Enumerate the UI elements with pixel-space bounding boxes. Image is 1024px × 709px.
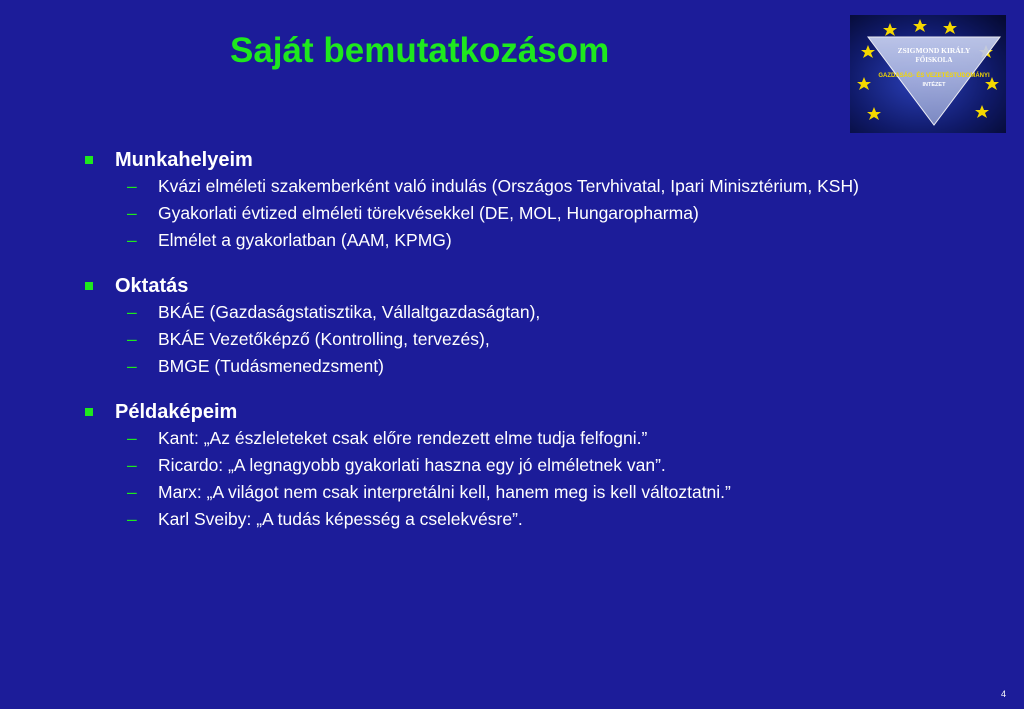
dash-bullet-icon: – — [127, 482, 137, 502]
dash-bullet-icon: – — [127, 230, 137, 250]
logo-text-line2: FŐISKOLA — [915, 56, 953, 64]
section-munkahelyeim — [84, 145, 964, 252]
list-item-text: Ricardo: „A legnagyobb gyakorlati haszna egy jó elméletnek van”. — [158, 455, 666, 475]
list-item — [127, 355, 964, 378]
slide-title: Saját bemutatkozásom — [230, 31, 610, 70]
list-item-text: Marx: „A világot nem csak interpretálni kell, hanem meg is kell változtatni.” — [158, 482, 731, 502]
list-item-text: BMGE (Tudásmenedzsment) — [158, 356, 384, 376]
logo-text-line3: GAZDASÁG- ÉS VEZETÉSTUDOMÁNYI — [878, 73, 990, 79]
list-item — [127, 301, 964, 324]
section-title: Példaképeim — [115, 400, 238, 423]
list-item-text: Elmélet a gyakorlatban (AAM, KPMG) — [158, 230, 452, 250]
square-bullet-icon — [85, 282, 93, 290]
slide-content — [84, 145, 964, 550]
logo-text-line1: ZSIGMOND KIRÁLY — [897, 46, 971, 55]
section-header — [84, 271, 964, 301]
logo-text-line4: INTÉZET — [922, 82, 946, 88]
section-title: Munkahelyeim — [115, 148, 253, 171]
list-item — [127, 328, 964, 351]
list-item — [127, 481, 964, 504]
dash-bullet-icon: – — [127, 455, 137, 475]
square-bullet-icon — [85, 408, 93, 416]
sub-list — [84, 301, 964, 378]
list-item-text: Kvázi elméleti szakemberként való indulás (Országos Tervhivatal, Ipari Minisztérium, KSH) — [158, 176, 859, 196]
list-item-text: BKÁE Vezetőképző (Kontrolling, tervezés), — [158, 329, 490, 349]
list-item-text: Kant: „Az észleleteket csak előre rendezett elme tudja felfogni.” — [158, 428, 648, 448]
list-item — [127, 427, 964, 450]
dash-bullet-icon: – — [127, 203, 137, 223]
section-peldakepeim — [84, 397, 964, 531]
page-number: 4 — [1000, 689, 1006, 699]
dash-bullet-icon: – — [127, 176, 137, 196]
section-header — [84, 145, 964, 175]
list-item — [127, 202, 964, 225]
list-item-text: Gyakorlati évtized elméleti törekvésekkel (DE, MOL, Hungaropharma) — [158, 203, 699, 223]
dash-bullet-icon: – — [127, 329, 137, 349]
institution-logo — [850, 15, 1006, 133]
dash-bullet-icon: – — [127, 356, 137, 376]
dash-bullet-icon: – — [127, 428, 137, 448]
list-item — [127, 175, 964, 198]
dash-bullet-icon: – — [127, 302, 137, 322]
list-item-text: Karl Sveiby: „A tudás képesség a cselekvésre”. — [158, 509, 523, 529]
list-item — [127, 229, 964, 252]
list-item-text: BKÁE (Gazdaságstatisztika, Vállaltgazdaságtan), — [158, 302, 541, 322]
list-item — [127, 508, 964, 531]
square-bullet-icon — [85, 156, 93, 164]
logo-graphic — [850, 15, 1006, 133]
section-title: Oktatás — [115, 274, 189, 297]
section-oktatas — [84, 271, 964, 378]
section-header — [84, 397, 964, 427]
sub-list — [84, 427, 964, 531]
list-item — [127, 454, 964, 477]
sub-list — [84, 175, 964, 252]
dash-bullet-icon: – — [127, 509, 137, 529]
